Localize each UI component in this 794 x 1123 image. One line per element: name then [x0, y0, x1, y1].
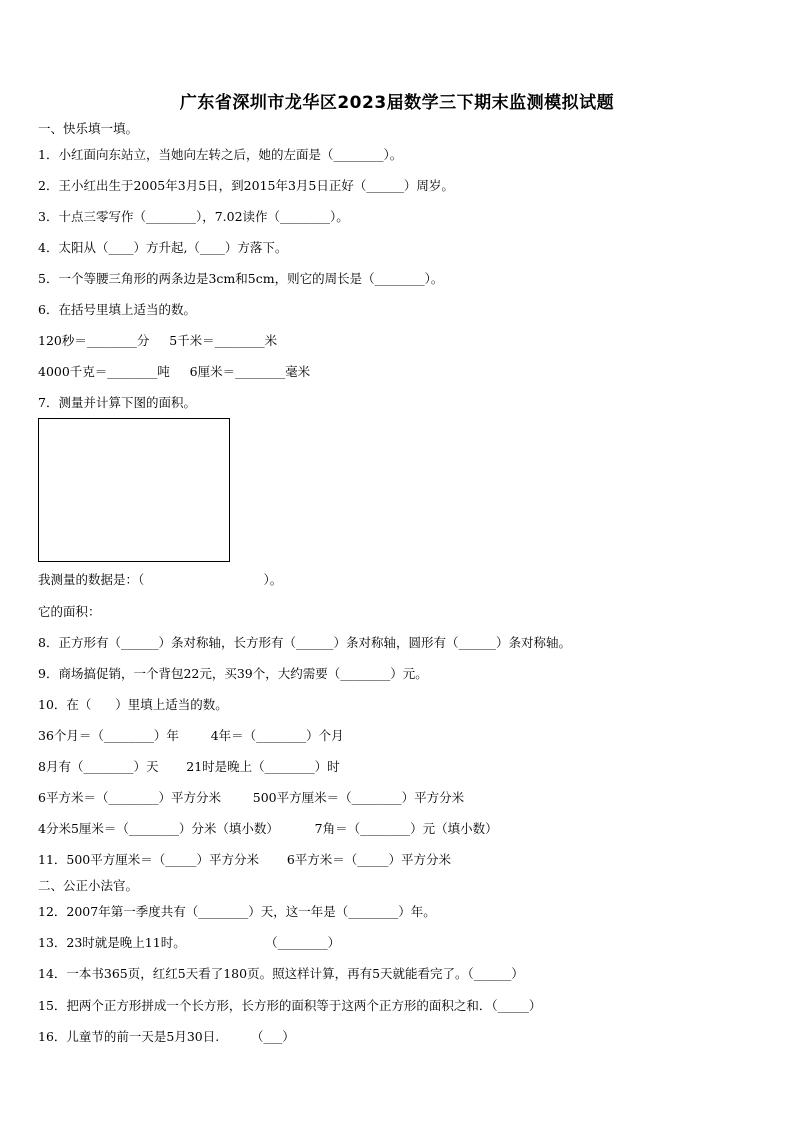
- question-11: 11．500平方厘米＝（_____）平方分米 6平方米＝（_____）平方分米: [38, 852, 452, 867]
- question-9: 9．商场搞促销，一个背包22元，买39个，大约需要（________）元。: [38, 666, 428, 681]
- question-6-row-2: 4000千克＝________吨 6厘米＝________毫米: [38, 364, 311, 379]
- question-2: 2．王小红出生于2005年3月5日，到2015年3月5日正好（______）周岁。: [38, 178, 454, 193]
- page-title: 广东省深圳市龙华区2023届数学三下期末监测模拟试题: [179, 93, 615, 113]
- question-16: 16．儿童节的前一天是5月30日. （___）: [38, 1029, 295, 1044]
- question-10: 10．在（ ）里填上适当的数。: [38, 697, 228, 712]
- question-5: 5．一个等腰三角形的两条边是3cm和5cm，则它的周长是（________）。: [38, 271, 444, 286]
- question-3: 3．十点三零写作（________），7.02读作（________）。: [38, 209, 349, 224]
- question-4: 4．太阳从（____）方升起,（____）方落下。: [38, 240, 288, 255]
- question-13: 13．23时就是晚上11时。 （________）: [38, 935, 341, 950]
- question-10-row-2: 8月有（________）天 21时是晚上（________）时: [38, 759, 340, 774]
- question-6: 6．在括号里填上适当的数。: [38, 302, 196, 317]
- section-heading-2: 二、公正小法官。: [38, 878, 139, 893]
- question-10-row-4: 4分米5厘米＝（________）分米（填小数） 7角＝（________）元（填小数）: [38, 821, 498, 836]
- section-heading-1: 一、快乐填一填。: [38, 121, 139, 136]
- question-1: 1．小红面向东站立，当她向左转之后，她的左面是（________）。: [38, 147, 403, 162]
- question-7: 7．测量并计算下图的面积。: [38, 395, 196, 410]
- question-7-area: 它的面积：: [38, 604, 101, 619]
- question-12: 12．2007年第一季度共有（________）天，这一年是（________）年。: [38, 904, 436, 919]
- question-10-row-1: 36个月＝（________）年 4年＝（________）个月: [38, 728, 344, 743]
- question-10-row-3: 6平方米＝（________）平方分米 500平方厘米＝（________）平方分米: [38, 790, 465, 805]
- question-15: 15．把两个正方形拼成一个长方形，长方形的面积等于这两个正方形的面积之和．（_____）: [38, 998, 542, 1013]
- question-14: 14．一本书365页，红红5天看了180页。照这样计算，再有5天就能看完了。（______）: [38, 966, 524, 981]
- question-6-row-1: 120秒＝________分 5千米＝________米: [38, 333, 278, 348]
- rectangle-figure: [38, 418, 230, 562]
- question-8: 8．正方形有（______）条对称轴，长方形有（______）条对称轴，圆形有（______）条对称轴。: [38, 635, 571, 650]
- question-7-measured-data: 我测量的数据是：（ ）。: [38, 572, 283, 587]
